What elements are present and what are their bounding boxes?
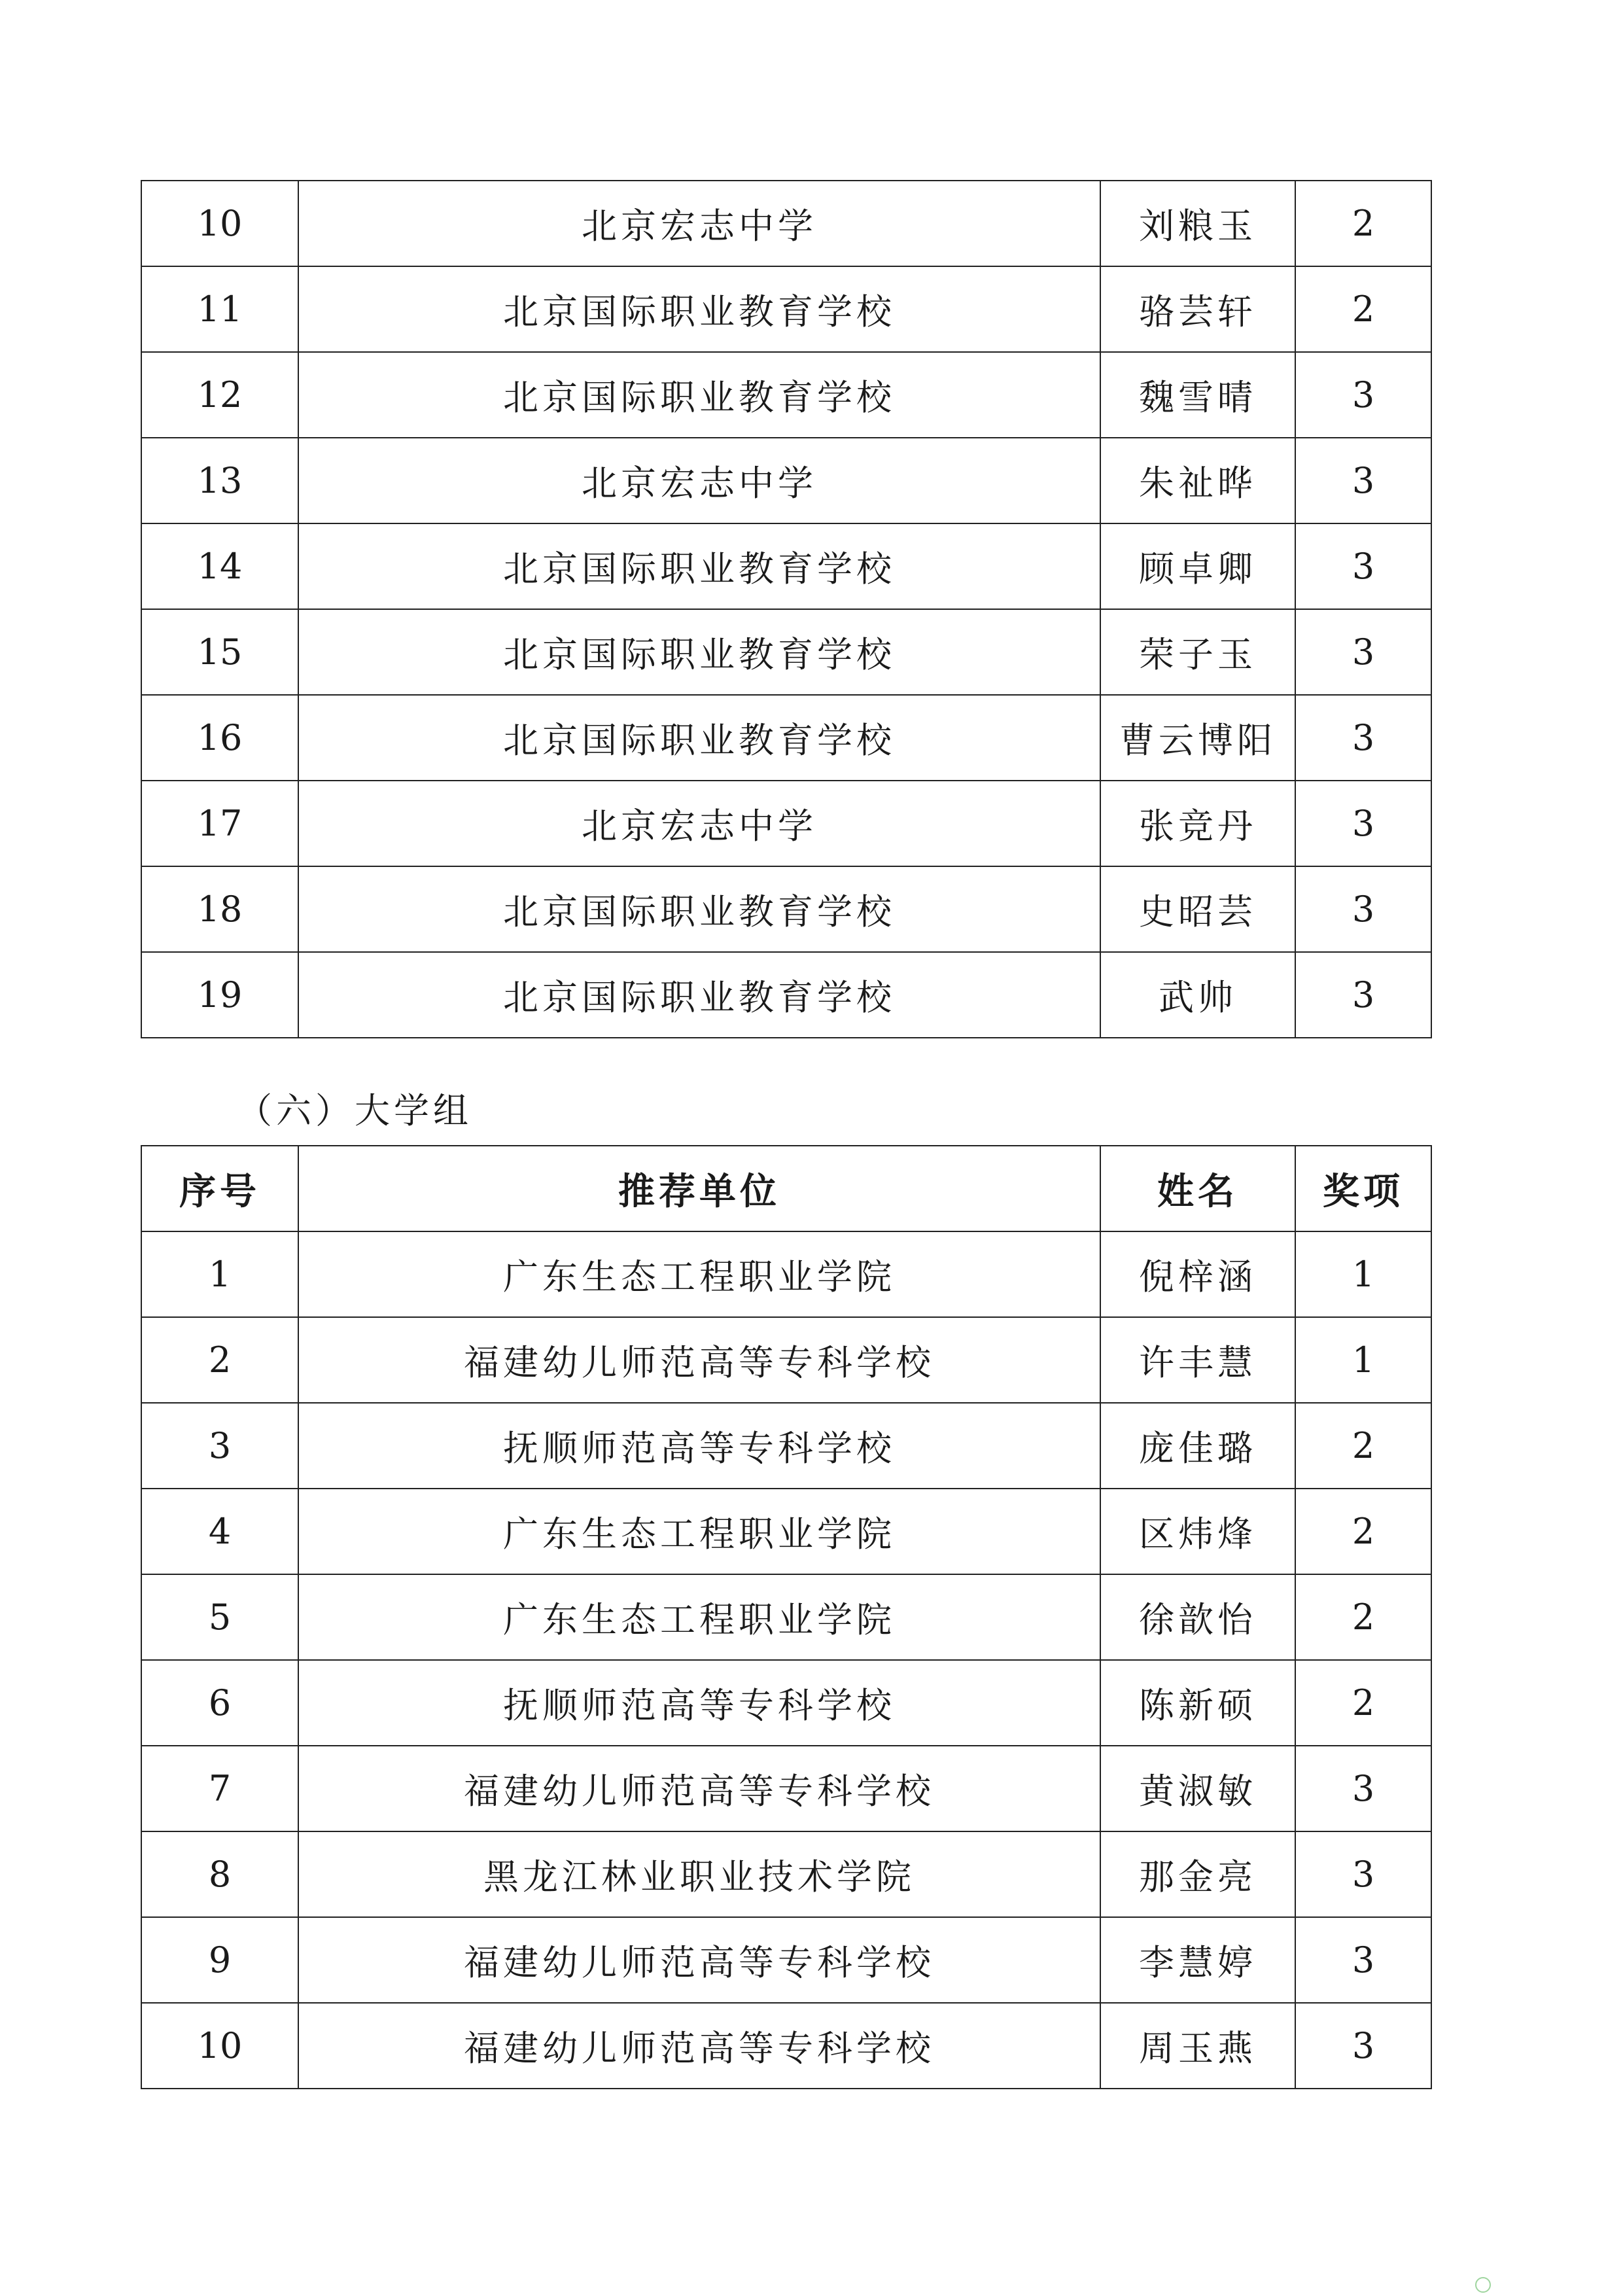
cell-unit: 北京宏志中学 xyxy=(298,781,1100,866)
header-award: 奖项 xyxy=(1295,1146,1431,1231)
cell-no: 9 xyxy=(141,1917,298,2003)
cell-unit: 福建幼儿师范高等专科学校 xyxy=(298,1917,1100,2003)
cell-name: 徐歆怡 xyxy=(1100,1574,1295,1660)
table-row xyxy=(141,181,1431,266)
cell-no: 7 xyxy=(141,1746,298,1831)
cell-name: 那金亮 xyxy=(1100,1831,1295,1917)
cell-name: 区炜烽 xyxy=(1100,1489,1295,1574)
cell-award: 2 xyxy=(1295,1660,1431,1746)
header-unit: 推荐单位 xyxy=(298,1146,1100,1231)
cell-name: 荣子玉 xyxy=(1100,609,1295,695)
cell-unit: 广东生态工程职业学院 xyxy=(298,1489,1100,1574)
cell-name: 许丰慧 xyxy=(1100,1317,1295,1403)
table-body xyxy=(141,181,1431,1038)
cell-award: 3 xyxy=(1295,781,1431,866)
cell-award: 2 xyxy=(1295,1574,1431,1660)
table-row xyxy=(141,2003,1431,2089)
table-row xyxy=(141,438,1431,523)
cell-unit: 北京国际职业教育学校 xyxy=(298,695,1100,781)
cell-name: 黄淑敏 xyxy=(1100,1746,1295,1831)
table-row xyxy=(141,1746,1431,1831)
cell-no: 18 xyxy=(141,866,298,952)
table-row xyxy=(141,1574,1431,1660)
cell-unit: 福建幼儿师范高等专科学校 xyxy=(298,2003,1100,2089)
cell-award: 3 xyxy=(1295,352,1431,438)
cell-name: 倪梓涵 xyxy=(1100,1231,1295,1317)
cell-award: 3 xyxy=(1295,866,1431,952)
section-heading-university: （六）大学组 xyxy=(237,1090,472,1131)
cell-award: 2 xyxy=(1295,1489,1431,1574)
cell-unit: 北京国际职业教育学校 xyxy=(298,952,1100,1038)
cell-unit: 北京国际职业教育学校 xyxy=(298,523,1100,609)
cell-unit: 抚顺师范高等专科学校 xyxy=(298,1660,1100,1746)
cell-unit: 北京国际职业教育学校 xyxy=(298,866,1100,952)
cell-unit: 北京宏志中学 xyxy=(298,438,1100,523)
header-no: 序号 xyxy=(141,1146,298,1231)
cell-award: 3 xyxy=(1295,1746,1431,1831)
cell-name: 刘粮玉 xyxy=(1100,181,1295,266)
cell-no: 19 xyxy=(141,952,298,1038)
table-row xyxy=(141,781,1431,866)
cell-no: 10 xyxy=(141,181,298,266)
cell-name: 史昭芸 xyxy=(1100,866,1295,952)
cell-unit: 北京国际职业教育学校 xyxy=(298,609,1100,695)
table-row xyxy=(141,352,1431,438)
cell-no: 8 xyxy=(141,1831,298,1917)
cell-name: 张竞丹 xyxy=(1100,781,1295,866)
table-header xyxy=(141,1146,1431,1231)
cell-unit: 福建幼儿师范高等专科学校 xyxy=(298,1746,1100,1831)
table-row xyxy=(141,1660,1431,1746)
cell-no: 10 xyxy=(141,2003,298,2089)
cell-name: 魏雪晴 xyxy=(1100,352,1295,438)
cell-award: 1 xyxy=(1295,1231,1431,1317)
cell-no: 6 xyxy=(141,1660,298,1746)
header-row xyxy=(141,1146,1431,1231)
cell-no: 15 xyxy=(141,609,298,695)
cell-unit: 广东生态工程职业学院 xyxy=(298,1574,1100,1660)
cell-no: 16 xyxy=(141,695,298,781)
cell-name: 顾卓卿 xyxy=(1100,523,1295,609)
cell-award: 3 xyxy=(1295,609,1431,695)
cell-name: 朱祉晔 xyxy=(1100,438,1295,523)
table-row xyxy=(141,952,1431,1038)
cell-award: 2 xyxy=(1295,1403,1431,1489)
cell-name: 周玉燕 xyxy=(1100,2003,1295,2089)
cell-no: 11 xyxy=(141,266,298,352)
cell-award: 3 xyxy=(1295,952,1431,1038)
cell-unit: 福建幼儿师范高等专科学校 xyxy=(298,1317,1100,1403)
awards-table-university xyxy=(141,1145,1432,2089)
cell-award: 3 xyxy=(1295,523,1431,609)
cell-award: 3 xyxy=(1295,695,1431,781)
table-row xyxy=(141,1403,1431,1489)
cell-no: 1 xyxy=(141,1231,298,1317)
corner-circle-icon xyxy=(1475,2277,1491,2293)
cell-name: 陈新硕 xyxy=(1100,1660,1295,1746)
cell-award: 1 xyxy=(1295,1317,1431,1403)
cell-unit: 黑龙江林业职业技术学院 xyxy=(298,1831,1100,1917)
table-row xyxy=(141,1317,1431,1403)
cell-award: 2 xyxy=(1295,266,1431,352)
cell-no: 12 xyxy=(141,352,298,438)
cell-no: 2 xyxy=(141,1317,298,1403)
table-row xyxy=(141,695,1431,781)
table-row xyxy=(141,866,1431,952)
table-body xyxy=(141,1231,1431,2089)
cell-name: 曹云博阳 xyxy=(1100,695,1295,781)
table-row xyxy=(141,1917,1431,2003)
awards-table-continued xyxy=(141,180,1432,1038)
table-row xyxy=(141,609,1431,695)
cell-award: 3 xyxy=(1295,1917,1431,2003)
table-row xyxy=(141,1231,1431,1317)
cell-no: 5 xyxy=(141,1574,298,1660)
cell-unit: 北京宏志中学 xyxy=(298,181,1100,266)
table-row xyxy=(141,523,1431,609)
cell-award: 3 xyxy=(1295,2003,1431,2089)
header-name: 姓名 xyxy=(1100,1146,1295,1231)
cell-award: 2 xyxy=(1295,181,1431,266)
cell-name: 武帅 xyxy=(1100,952,1295,1038)
cell-name: 骆芸轩 xyxy=(1100,266,1295,352)
table-row xyxy=(141,1489,1431,1574)
cell-unit: 北京国际职业教育学校 xyxy=(298,266,1100,352)
cell-no: 14 xyxy=(141,523,298,609)
table-row xyxy=(141,1831,1431,1917)
cell-award: 3 xyxy=(1295,1831,1431,1917)
cell-no: 3 xyxy=(141,1403,298,1489)
cell-no: 13 xyxy=(141,438,298,523)
cell-unit: 广东生态工程职业学院 xyxy=(298,1231,1100,1317)
cell-no: 17 xyxy=(141,781,298,866)
cell-award: 3 xyxy=(1295,438,1431,523)
table-row xyxy=(141,266,1431,352)
cell-name: 庞佳璐 xyxy=(1100,1403,1295,1489)
cell-unit: 抚顺师范高等专科学校 xyxy=(298,1403,1100,1489)
cell-no: 4 xyxy=(141,1489,298,1574)
cell-unit: 北京国际职业教育学校 xyxy=(298,352,1100,438)
cell-name: 李慧婷 xyxy=(1100,1917,1295,2003)
